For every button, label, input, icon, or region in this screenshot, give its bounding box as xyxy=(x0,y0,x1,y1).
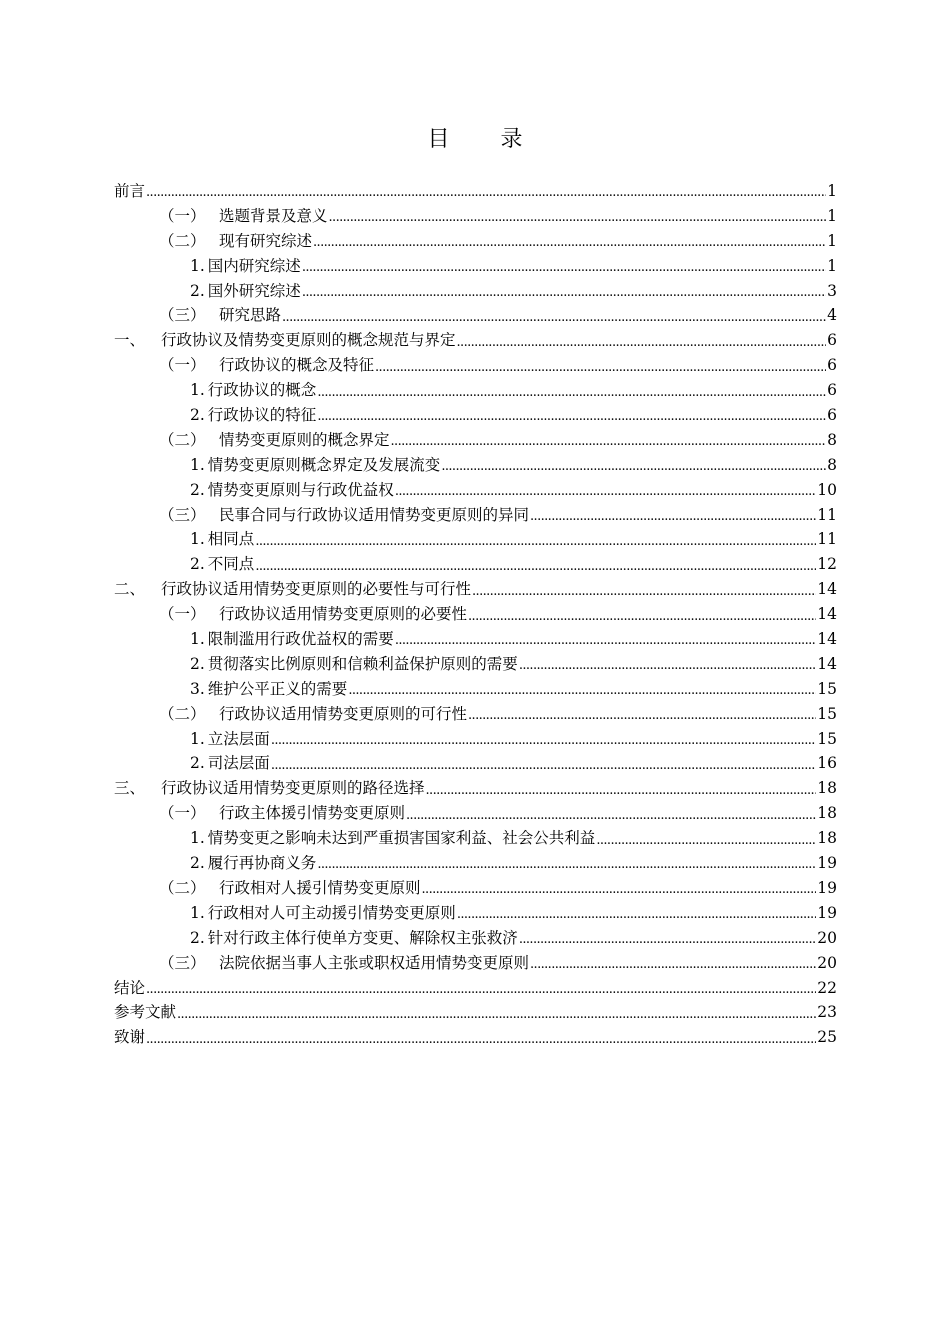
toc-entry[interactable] xyxy=(114,1025,837,1050)
toc-entry[interactable] xyxy=(114,627,837,652)
toc-entry-number: （三） xyxy=(159,505,206,524)
toc-entry[interactable] xyxy=(114,403,837,428)
toc-entry-number: 1. xyxy=(190,381,205,400)
toc-entry-page-number: 6 xyxy=(827,381,837,400)
toc-entry[interactable] xyxy=(114,428,837,453)
toc-entry[interactable] xyxy=(114,527,837,552)
toc-entry-page-number: 8 xyxy=(827,455,837,474)
toc-entry-number: 2. xyxy=(190,754,205,773)
toc-entry-label: 限制滥用行政优益权的需要 xyxy=(207,630,394,649)
toc-entry-number: 1. xyxy=(190,530,205,549)
toc-entry-page-number: 19 xyxy=(817,903,837,922)
toc-entry[interactable] xyxy=(114,776,837,801)
toc-entry[interactable] xyxy=(114,1000,837,1025)
toc-entry-page-number: 23 xyxy=(817,1003,837,1022)
toc-entry[interactable] xyxy=(114,901,837,926)
toc-entry[interactable] xyxy=(114,577,837,602)
toc-entry-number: 3. xyxy=(190,679,205,698)
toc-entry-label: 针对行政主体行使单方变更、解除权主张救济 xyxy=(207,928,518,947)
toc-entry-number: 一、 xyxy=(114,331,146,350)
toc-entry-number: 2. xyxy=(190,654,205,673)
toc-entry-label: 行政相对人援引情势变更原则 xyxy=(219,878,421,897)
toc-entry-label: 行政协议的概念及特征 xyxy=(219,356,375,375)
toc-entry-number: 1. xyxy=(190,630,205,649)
toc-entry-number: （一） xyxy=(159,804,206,823)
toc-entry-label: 行政协议适用情势变更原则的路径选择 xyxy=(161,779,425,798)
toc-entry-label: 相同点 xyxy=(207,530,255,549)
toc-entry[interactable] xyxy=(114,826,837,851)
toc-entry-page-number: 6 xyxy=(827,406,837,425)
toc-entry-page-number: 15 xyxy=(817,729,837,748)
dot-leader xyxy=(271,760,816,774)
toc-entry-page-number: 15 xyxy=(817,679,837,698)
dot-leader xyxy=(302,262,826,276)
toc-entry[interactable] xyxy=(114,303,837,328)
dot-leader xyxy=(395,486,816,500)
toc-entry-page-number: 14 xyxy=(817,580,837,599)
dot-leader xyxy=(422,884,817,898)
toc-entry-page-number: 14 xyxy=(817,654,837,673)
dot-leader xyxy=(530,511,816,525)
toc-entry-page-number: 14 xyxy=(817,605,837,624)
dot-leader xyxy=(255,536,816,550)
toc-entry-page-number: 3 xyxy=(827,281,837,300)
toc-entry-label: 情势变更原则与行政优益权 xyxy=(207,480,394,499)
toc-entry-number: （一） xyxy=(159,605,206,624)
dot-leader xyxy=(317,411,826,425)
toc-entry-number: 1. xyxy=(190,256,205,275)
toc-entry-label: 国外研究综述 xyxy=(207,281,301,300)
toc-entry-label: 行政协议适用情势变更原则的必要性与可行性 xyxy=(161,580,472,599)
toc-entry[interactable] xyxy=(114,976,837,1001)
toc-entry[interactable] xyxy=(114,677,837,702)
toc-entry-page-number: 14 xyxy=(817,630,837,649)
dot-leader xyxy=(472,586,816,600)
toc-entry[interactable] xyxy=(114,552,837,577)
dot-leader xyxy=(441,461,826,475)
toc-entry-label: 履行再协商义务 xyxy=(207,854,317,873)
toc-entry-page-number: 18 xyxy=(817,829,837,848)
toc-entry[interactable] xyxy=(114,378,837,403)
dot-leader xyxy=(530,959,816,973)
toc-entry-number: 1. xyxy=(190,729,205,748)
toc-entry-page-number: 16 xyxy=(817,754,837,773)
toc-entry-page-number: 10 xyxy=(817,480,837,499)
toc-entry-page-number: 4 xyxy=(827,306,837,325)
toc-entry[interactable] xyxy=(114,179,837,204)
dot-leader xyxy=(255,561,816,575)
toc-entry-number: 2. xyxy=(190,480,205,499)
toc-entry-label: 维护公平正义的需要 xyxy=(207,679,348,698)
toc-entry-number: （一） xyxy=(159,356,206,375)
toc-entry[interactable] xyxy=(114,204,837,229)
toc-entry-label: 行政协议适用情势变更原则的可行性 xyxy=(219,704,468,723)
dot-leader xyxy=(395,635,816,649)
dot-leader xyxy=(391,436,827,450)
toc-entry-label: 立法层面 xyxy=(207,729,270,748)
toc-entry[interactable] xyxy=(114,876,837,901)
toc-entry-number: 1. xyxy=(190,829,205,848)
toc-entry[interactable] xyxy=(114,453,837,478)
toc-entry-number: 2. xyxy=(190,928,205,947)
toc-entry-page-number: 1 xyxy=(827,231,837,250)
dot-leader xyxy=(271,735,816,749)
toc-entry[interactable] xyxy=(114,353,837,378)
toc-entry-label: 行政主体援引情势变更原则 xyxy=(219,804,406,823)
toc-entry-number: （二） xyxy=(159,430,206,449)
toc-entry[interactable] xyxy=(114,503,837,528)
toc-entry-label: 研究思路 xyxy=(219,306,282,325)
toc-entry-label: 前言 xyxy=(114,182,146,200)
dot-leader xyxy=(375,362,826,376)
toc-entry-number: （三） xyxy=(159,306,206,325)
dot-leader xyxy=(146,187,826,201)
toc-entry[interactable] xyxy=(114,602,837,627)
dot-leader xyxy=(329,212,827,226)
toc-entry-page-number: 19 xyxy=(817,878,837,897)
toc-entry-label: 参考文献 xyxy=(114,1003,177,1022)
toc-entry[interactable] xyxy=(114,702,837,727)
toc-entry-number: 1. xyxy=(190,455,205,474)
dot-leader xyxy=(313,237,826,251)
toc-entry-page-number: 20 xyxy=(817,928,837,947)
dot-leader xyxy=(282,312,826,326)
toc-entry[interactable] xyxy=(114,328,837,353)
toc-entry-number: （三） xyxy=(159,953,206,972)
toc-entry[interactable] xyxy=(114,254,837,279)
toc-entry-number: 2. xyxy=(190,854,205,873)
dot-leader xyxy=(302,287,826,301)
toc-entry-page-number: 8 xyxy=(827,430,837,449)
dot-leader xyxy=(317,387,826,401)
toc-entry-label: 不同点 xyxy=(207,555,255,574)
toc-entry-label: 行政协议的特征 xyxy=(207,406,317,425)
toc-entry-page-number: 11 xyxy=(817,530,837,549)
toc-entry-page-number: 6 xyxy=(827,356,837,375)
toc-entry-label: 贯彻落实比例原则和信赖利益保护原则的需要 xyxy=(207,654,518,673)
table-of-contents xyxy=(114,179,837,1050)
toc-entry-page-number: 6 xyxy=(827,331,837,350)
dot-leader xyxy=(317,859,816,873)
toc-entry-page-number: 18 xyxy=(817,779,837,798)
toc-entry-label: 情势变更原则概念界定及发展流变 xyxy=(207,455,441,474)
toc-entry-label: 司法层面 xyxy=(207,754,270,773)
dot-leader xyxy=(457,337,827,351)
toc-entry-number: （二） xyxy=(159,878,206,897)
toc-entry-page-number: 1 xyxy=(827,256,837,275)
dot-leader xyxy=(468,611,816,625)
toc-entry-page-number: 20 xyxy=(817,953,837,972)
toc-entry-page-number: 12 xyxy=(817,555,837,574)
toc-entry-page-number: 11 xyxy=(817,505,837,524)
toc-entry-label: 行政相对人可主动援引情势变更原则 xyxy=(207,903,456,922)
toc-entry-page-number: 15 xyxy=(817,704,837,723)
toc-entry-number: 2. xyxy=(190,281,205,300)
toc-entry-label: 现有研究综述 xyxy=(219,231,313,250)
toc-entry[interactable] xyxy=(114,851,837,876)
toc-entry-page-number: 1 xyxy=(827,182,837,200)
toc-entry-label: 情势变更之影响未达到严重损害国家利益、社会公共利益 xyxy=(207,829,596,848)
dot-leader xyxy=(406,810,816,824)
toc-entry-label: 法院依据当事人主张或职权适用情势变更原则 xyxy=(219,953,530,972)
toc-entry-label: 行政协议及情势变更原则的概念规范与界定 xyxy=(161,331,456,350)
dot-leader xyxy=(457,909,816,923)
toc-entry[interactable] xyxy=(114,279,837,304)
toc-entry-number: 三、 xyxy=(114,779,146,798)
toc-entry-number: （二） xyxy=(159,231,206,250)
toc-entry-number: 1. xyxy=(190,903,205,922)
dot-leader xyxy=(468,710,816,724)
toc-entry-number: 二、 xyxy=(114,580,146,599)
toc-entry-label: 致谢 xyxy=(114,1028,146,1047)
toc-entry-number: （一） xyxy=(159,206,206,225)
toc-entry[interactable] xyxy=(114,926,837,951)
toc-entry-page-number: 22 xyxy=(817,978,837,997)
toc-entry-number: （二） xyxy=(159,704,206,723)
toc-entry-label: 国内研究综述 xyxy=(207,256,301,275)
toc-entry-label: 民事合同与行政协议适用情势变更原则的异同 xyxy=(219,505,530,524)
toc-entry-number: 2. xyxy=(190,406,205,425)
toc-entry-label: 情势变更原则的概念界定 xyxy=(219,430,390,449)
toc-entry[interactable] xyxy=(114,751,837,776)
toc-entry[interactable] xyxy=(114,801,837,826)
toc-entry-page-number: 18 xyxy=(817,804,837,823)
dot-leader xyxy=(596,835,816,849)
dot-leader xyxy=(519,660,816,674)
toc-entry-page-number: 1 xyxy=(827,206,837,225)
dot-leader xyxy=(177,1009,816,1023)
toc-entry-label: 行政协议的概念 xyxy=(207,381,317,400)
toc-entry[interactable] xyxy=(114,951,837,976)
toc-entry-page-number: 19 xyxy=(817,854,837,873)
toc-entry[interactable] xyxy=(114,652,837,677)
dot-leader xyxy=(146,984,816,998)
toc-entry[interactable] xyxy=(114,229,837,254)
toc-title: 目 录 xyxy=(427,127,545,152)
dot-leader xyxy=(348,685,816,699)
toc-entry-label: 选题背景及意义 xyxy=(219,206,328,225)
toc-entry-number: 2. xyxy=(190,555,205,574)
toc-entry-page-number: 25 xyxy=(817,1028,837,1047)
dot-leader xyxy=(426,785,817,799)
toc-entry[interactable] xyxy=(114,727,837,752)
toc-entry[interactable] xyxy=(114,478,837,503)
dot-leader xyxy=(146,1034,816,1048)
dot-leader xyxy=(519,934,816,948)
toc-entry-label: 结论 xyxy=(114,978,146,997)
toc-entry-label: 行政协议适用情势变更原则的必要性 xyxy=(219,605,468,624)
